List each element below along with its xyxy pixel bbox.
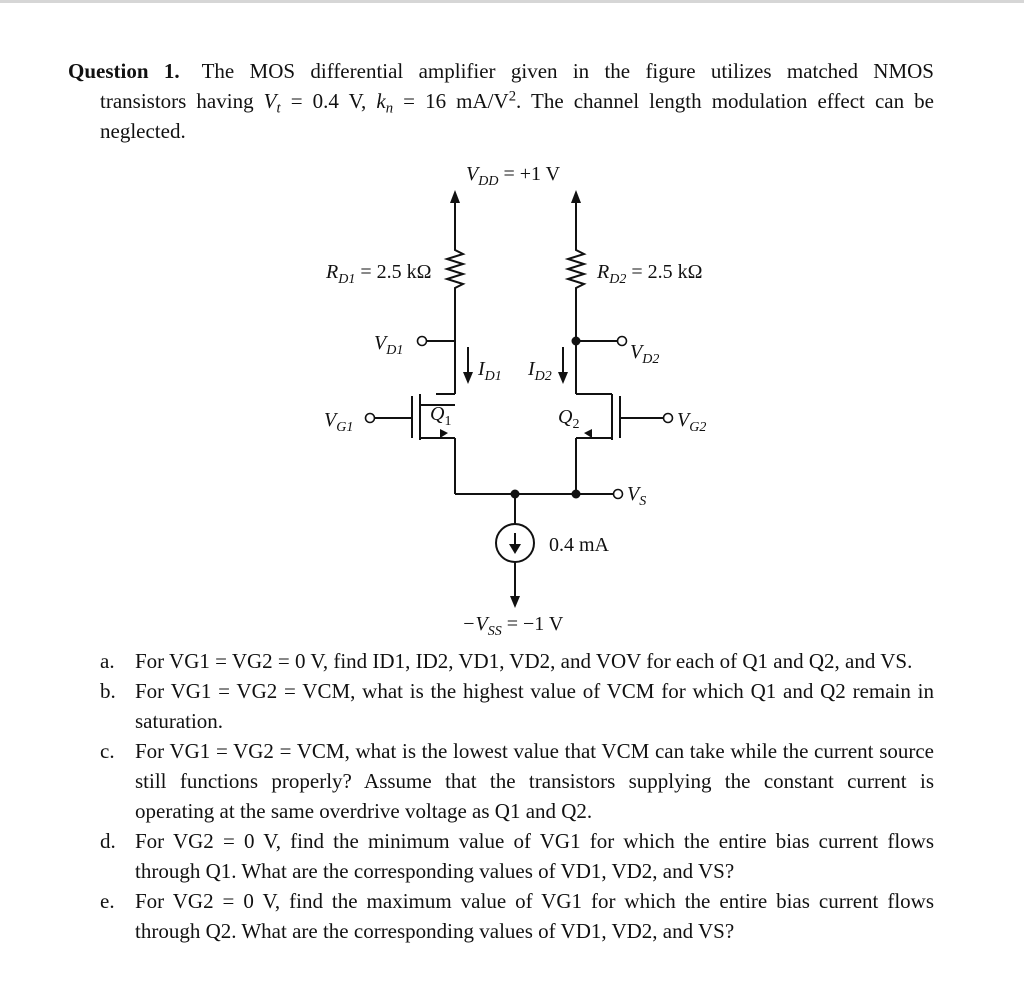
q1-source-arrow <box>440 429 448 438</box>
question-line-3: neglected. <box>100 119 186 143</box>
question-label: Question 1. <box>68 59 180 83</box>
part-d <box>100 826 934 886</box>
q2-label: $Q_2$ <box>558 406 580 432</box>
resistor-rd1 <box>447 242 463 294</box>
vss-label: $-V_{SS} = -1$ V <box>462 613 564 639</box>
vs-terminal <box>614 490 623 499</box>
part-c <box>100 736 934 826</box>
part-line: through Q2. What are the corresponding values of VD1, VD2, and VS? <box>135 919 735 943</box>
question-statement <box>68 56 934 146</box>
part-line: For VG2 = 0 V, find the maximum value of VG1 for which the entire bias current flows <box>135 889 934 913</box>
part-a <box>100 646 934 676</box>
vg1-terminal <box>366 414 375 423</box>
rd2-label: $R_{D2} = 2.5$ kΩ <box>597 261 703 287</box>
vdd-arrow-left <box>450 190 460 203</box>
part-line: For VG1 = VG2 = 0 V, find ID1, ID2, VD1, VD2, and VOV for each of Q1 and Q2, and VS. <box>135 649 913 673</box>
part-line: For VG2 = 0 V, find the minimum value of VG1 for which the entire bias current flows <box>135 829 934 853</box>
question-line-1: Question 1. The MOS differential amplifier given in the figure utilizes matched NMOS <box>68 59 934 83</box>
vss-arrow <box>510 596 520 608</box>
rd1-label: $R_{D1} = 2.5$ kΩ <box>326 261 432 287</box>
part-label: b. <box>100 679 116 703</box>
part-line: For VG1 = VG2 = VCM, what is the highest value of VCM for which Q1 and Q2 remain in <box>135 679 934 703</box>
part-label: d. <box>100 829 116 853</box>
circuit-diagram <box>0 150 1024 640</box>
vd2-node <box>572 337 581 346</box>
vg2-terminal <box>664 414 673 423</box>
vdd-arrow-right <box>571 190 581 203</box>
top-rule <box>0 0 1024 3</box>
q2-source-arrow <box>584 429 592 438</box>
vd2-label: $V_{D2}$ <box>630 341 660 367</box>
vd2-terminal <box>618 337 627 346</box>
q1-label: $Q_1$ <box>430 403 452 429</box>
part-line: operating at the same overdrive voltage as Q1 and Q2. <box>135 799 593 823</box>
vs-label: $V_S$ <box>627 483 647 509</box>
part-line: saturation. <box>135 709 224 733</box>
vdd-label: $V_{DD} = +1$ V <box>466 163 561 189</box>
resistor-rd2 <box>568 242 584 294</box>
part-label: a. <box>100 649 115 673</box>
vg1-label: $V_{G1}$ <box>324 409 354 435</box>
part-line: For VG1 = VG2 = VCM, what is the lowest value that VCM can take while the current source <box>135 739 934 763</box>
common-node <box>511 490 520 499</box>
question-line-2: transistors having $V_t = 0.4$ V, $k_n = 16$ $mA/V^2$. The channel length modulation effect can be <box>100 88 934 117</box>
part-b <box>100 676 934 736</box>
vd1-label: $V_{D1}$ <box>374 332 404 358</box>
part-line: still functions properly? Assume that the transistors supplying the constant current is <box>135 769 934 793</box>
sub-questions <box>100 646 934 946</box>
part-label: e. <box>100 889 115 913</box>
part-e <box>100 886 934 946</box>
part-line: through Q1. What are the corresponding values of VD1, VD2, and VS? <box>135 859 735 883</box>
id2-label: $I_{D2}$ <box>528 358 552 384</box>
vg2-label: $V_{G2}$ <box>677 409 707 435</box>
current-source-arrow <box>509 544 521 554</box>
part-label: c. <box>100 739 115 763</box>
vd1-terminal <box>418 337 427 346</box>
id1-label: $I_{D1}$ <box>478 358 502 384</box>
current-label: 0.4 mA <box>549 534 609 556</box>
vs-node <box>572 490 581 499</box>
